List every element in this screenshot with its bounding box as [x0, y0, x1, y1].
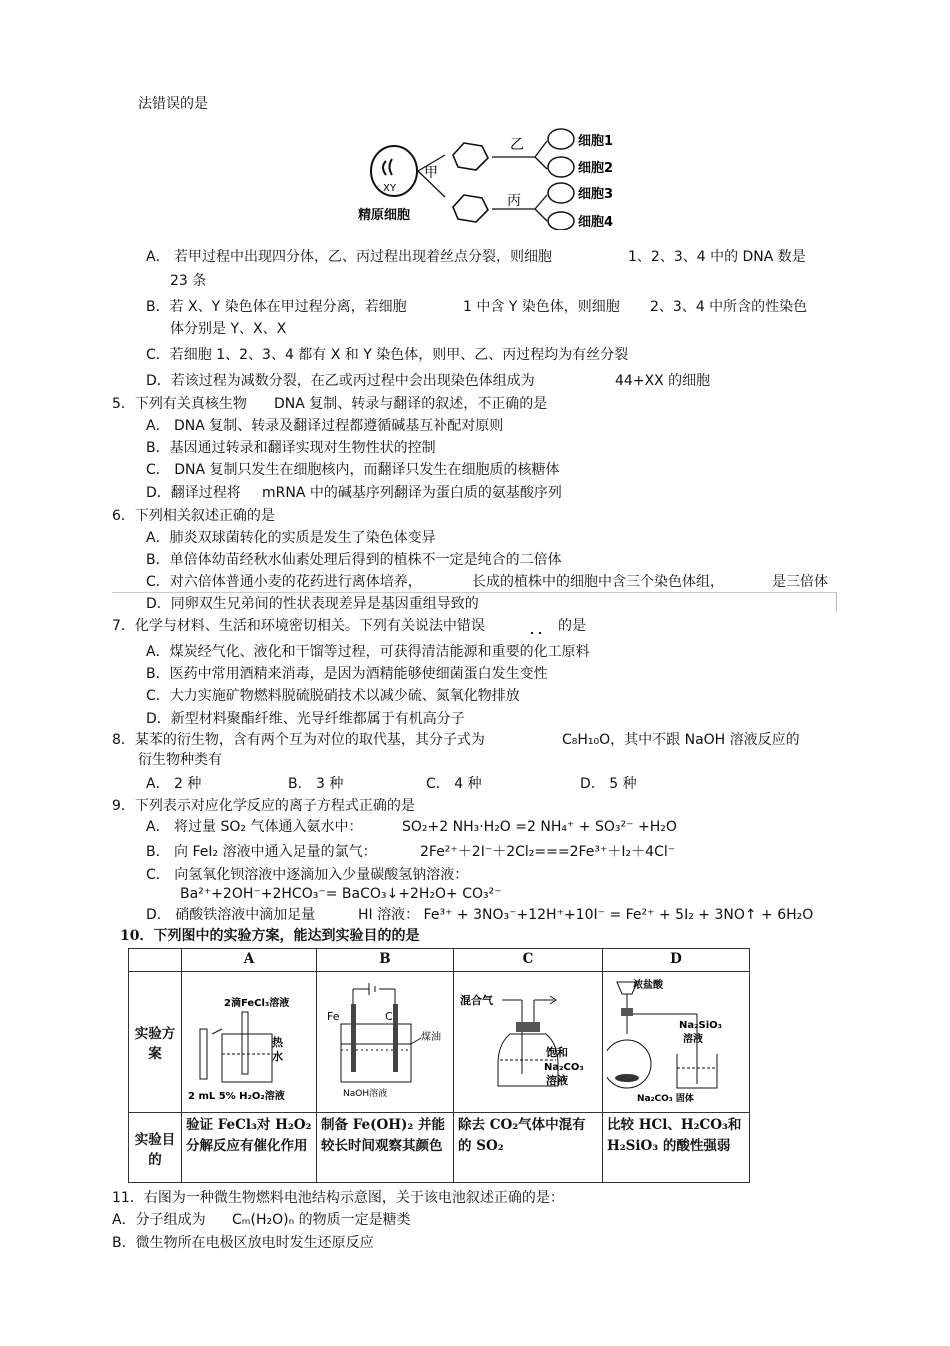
- q7-option-b: B．医药中常用酒精来消毒，是因为酒精能够使细菌蛋白发生变性: [146, 666, 548, 682]
- apparatus-c: [454, 972, 603, 1113]
- c-label-gas: 混合气: [460, 994, 493, 1007]
- a-label-h2o2: 2 mL 5% H₂O₂溶液: [188, 1091, 285, 1102]
- cell-upper: [453, 143, 488, 170]
- q4-option-b: B．若 X、Y 染色体在甲过程分离，若细胞: [146, 299, 407, 315]
- q8-option-c: C． 4 种: [426, 776, 482, 792]
- page-divider: [112, 592, 837, 593]
- q4-option-d: D．若该过程为减数分裂，在乙或丙过程中会出现染色体组成为: [146, 373, 535, 389]
- q4-option-d-end: 44+XX 的细胞: [615, 373, 711, 389]
- col-header-d: D: [603, 949, 750, 972]
- source-label: 精原细胞: [358, 208, 411, 223]
- d-label-na2sio3: Na₂SiO₃: [679, 1020, 723, 1031]
- q10-stem: 10．下列图中的实验方案，能达到实验目的的是: [120, 928, 420, 944]
- q8-formula: C₈H₁₀O，其中不跟 NaOH 溶液反应的: [562, 732, 800, 748]
- q6-option-c-mid: 长成的植株中的细胞中含三个染色体组，: [472, 574, 724, 590]
- chrom-label: XY: [383, 183, 396, 194]
- q8-option-a: A． 2 种: [146, 776, 202, 792]
- b-label-naoh: NaOH溶液: [343, 1089, 388, 1099]
- q4-option-a-cont: 1、2、3、4 中的 DNA 数是: [628, 249, 806, 265]
- q7-option-a: A．煤炭经气化、液化和干馏等过程，可获得清洁能源和重要的化工原料: [146, 644, 590, 660]
- bing-label: 丙: [507, 193, 521, 209]
- q11-option-a: A．分子组成为: [112, 1212, 206, 1228]
- cell-2-label: 细胞2: [578, 161, 614, 176]
- apparatus-d: [603, 972, 750, 1113]
- q9-option-b-eq: 2Fe²⁺＋2I⁻＋2Cl₂===2Fe³⁺＋I₂＋4Cl⁻: [420, 844, 676, 860]
- q9-option-c-eq: Ba²⁺+2OH⁻+2HCO₃⁻= BaCO₃↓+2H₂O+ CO₃²⁻: [180, 886, 502, 902]
- q6-option-c-end: 是三倍体: [772, 574, 828, 590]
- apparatus-a: [182, 972, 317, 1113]
- q5-stem-cont: DNA 复制、转录与翻译的叙述，不正确的是: [274, 396, 548, 412]
- cell-1-label: 细胞1: [578, 134, 614, 149]
- q4-option-b-line2: 体分别是 Y、X、X: [170, 321, 287, 337]
- q9-option-b: B． 向 FeI₂ 溶液中通入足量的氯气：: [146, 844, 377, 860]
- q11-option-b: B．微生物所在电极区放电时发生还原反应: [112, 1235, 374, 1251]
- q9-stem: 9．下列表示对应化学反应的离子方程式正确的是: [112, 798, 415, 814]
- b-label-oil: 煤油: [421, 1032, 441, 1043]
- q7-option-c: C．大力实施矿物燃料脱硫脱硝技术以减少硫、氮氧化物排放: [146, 688, 520, 704]
- b-label-c: C: [385, 1010, 393, 1023]
- col-header-a: A: [182, 949, 317, 972]
- d-label-hcl: 浓盐酸: [633, 980, 663, 991]
- d-label-sol: 溶液: [683, 1034, 703, 1045]
- cell-4-label: 细胞4: [578, 215, 614, 230]
- col-header-c: C: [454, 949, 603, 972]
- q5-option-c: C． DNA 复制只发生在细胞核内，而翻译只发生在细胞质的核糖体: [146, 462, 560, 478]
- goal-a: 验证 FeCl₃对 H₂O₂分解反应有催化作用: [182, 1113, 317, 1183]
- page-divider-edge: [836, 592, 837, 612]
- goal-b: 制备 Fe(OH)₂ 并能较长时间观察其颜色: [317, 1113, 454, 1183]
- cell-1-shape: [548, 129, 574, 149]
- q8-option-d: D． 5 种: [580, 776, 637, 792]
- goal-d: 比较 HCl、H₂CO₃和 H₂SiO₃ 的酸性强弱: [603, 1113, 750, 1183]
- c-label-sat: 饱和: [546, 1046, 568, 1059]
- apparatus-b: [317, 972, 454, 1113]
- q5-option-b: B．基因通过转录和翻译实现对生物性状的控制: [146, 440, 436, 456]
- q6-option-d: D．同卵双生兄弟间的性状表现差异是基因重组导致的: [146, 596, 479, 612]
- q8-option-b: B． 3 种: [288, 776, 344, 792]
- b-label-fe: Fe: [327, 1010, 340, 1023]
- intro-text: 法错误的是: [138, 96, 208, 112]
- q11-option-a-cont: Cₘ(H₂O)ₙ 的物质一定是糖类: [232, 1212, 411, 1228]
- c-label-sol: 溶液: [546, 1074, 568, 1087]
- q5-option-d: D．翻译过程将: [146, 485, 241, 501]
- q6-option-a: A．肺炎双球菌转化的实质是发生了染色体变异: [146, 530, 436, 546]
- q4-option-b-end: 2、3、4 中所含的性染色: [650, 299, 808, 315]
- q4-option-b-mid: 1 中含 Y 染色体，则细胞: [463, 299, 620, 315]
- q9-option-c: C． 向氢氧化钡溶液中逐滴加入少量碳酸氢钠溶液：: [146, 867, 469, 883]
- q8-stem: 8．某苯的衍生物，含有两个互为对位的取代基，其分子式为: [112, 732, 485, 748]
- cell-2-shape: [548, 157, 574, 177]
- q8-stem-line2: 衍生物种类有: [138, 752, 222, 768]
- col-header-b: B: [317, 949, 454, 972]
- q5-option-a: A． DNA 复制、转录及翻译过程都遵循碱基互补配对原则: [146, 418, 504, 434]
- q6-option-b: B．单倍体幼苗经秋水仙素处理后得到的植株不一定是纯合的二倍体: [146, 552, 562, 568]
- chromosome-shape: [383, 159, 392, 175]
- experiment-table: [128, 948, 750, 1183]
- cell-3-shape: [548, 183, 574, 203]
- q5-option-d-cont: mRNA 中的碱基序列翻译为蛋白质的氨基酸序列: [262, 485, 562, 501]
- q11-stem: 11．右图为一种微生物燃料电池结构示意图，关于该电池叙述正确的是：: [112, 1190, 564, 1206]
- q9-option-d: D． 硝酸铁溶液中滴加足量: [146, 907, 316, 923]
- row-label-goal: 实验目的: [129, 1113, 182, 1183]
- a-label-water: 水: [272, 1050, 283, 1063]
- q4-option-a: A． 若甲过程中出现四分体，乙、丙过程出现着丝点分裂，则细胞: [146, 249, 553, 265]
- cell-3-label: 细胞3: [578, 187, 614, 202]
- q9-option-d-eq: HI 溶液： Fe³⁺ + 3NO₃⁻+12H⁺+10I⁻ = Fe²⁺ + 5I₂ + 3NO↑ + 6H₂O: [358, 907, 814, 923]
- q7-option-d: D．新型材料聚酯纤维、光导纤维都属于有机高分子: [146, 711, 465, 727]
- q7-stem: 7．化学与材料、生活和环境密切相关。下列有关说法中错误: [112, 618, 485, 634]
- q6-stem: 6．下列相关叙述正确的是: [112, 508, 275, 524]
- row-label-plan: 实验方案: [129, 972, 182, 1113]
- cell-4-shape: [548, 212, 574, 230]
- q9-option-a-eq: SO₂+2 NH₃·H₂O =2 NH₄⁺ + SO₃²⁻ +H₂O: [402, 819, 677, 835]
- q6-option-c: C．对六倍体普通小麦的花药进行离体培养，: [146, 574, 422, 590]
- goal-c: 除去 CO₂气体中混有的 SO₂: [454, 1113, 603, 1183]
- q7-emphasis-dots: . .: [530, 624, 543, 637]
- q7-stem-end: 的是: [558, 618, 586, 634]
- d-label-solid: Na₂CO₃ 固体: [637, 1094, 694, 1104]
- jia-label: 甲: [424, 165, 438, 181]
- a-label-fecl3: 2滴FeCl₃溶液: [224, 998, 290, 1009]
- q9-option-a: A． 将过量 SO₂ 气体通入氨水中：: [146, 819, 363, 835]
- q4-option-c: C．若细胞 1、2、3、4 都有 X 和 Y 染色体，则甲、乙、丙过程均为有丝分裂: [146, 347, 629, 363]
- a-label-hot: 热: [272, 1036, 283, 1049]
- q5-stem: 5．下列有关真核生物: [112, 396, 247, 412]
- cell-division-diagram: [350, 125, 640, 230]
- cell-lower: [453, 195, 488, 222]
- yi-label: 乙: [510, 137, 524, 153]
- q4-option-a-line2: 23 条: [170, 273, 207, 289]
- c-label-na2co3: Na₂CO₃: [544, 1062, 584, 1073]
